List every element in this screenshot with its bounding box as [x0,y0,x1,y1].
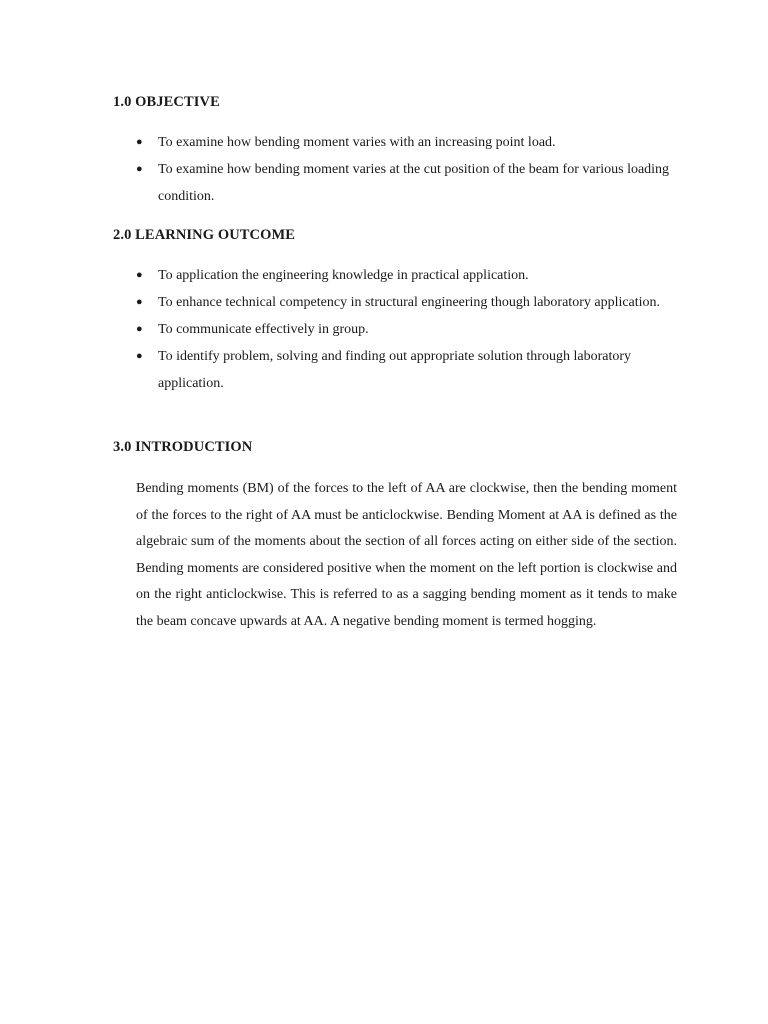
introduction-paragraph: Bending moments (BM) of the forces to the left of AA are clockwise, then the bending moment of the forces to the right of AA must be anticlockwise. Bending Moment at AA is defined as the algebraic sum of the moments about the section of all forces acting on either side of the section. Bending moments are considered positive when the moment on the left portion is clockwise and on the right anticlockwise. This is referred to as a sagging bending moment as it tends to make the beam concave upwards at AA. A negative bending moment is termed hogging. [136,481,677,629]
list-item [0,343,768,397]
learning-outcome-heading: 2.0 LEARNING OUTCOME [113,227,296,243]
introduction-heading: 3.0 INTRODUCTION [113,439,253,455]
bullet-icon: ● [136,350,143,362]
list-item [0,289,768,316]
bullet-icon: ● [136,296,143,308]
list-item [0,262,768,289]
objective-heading: 1.0 OBJECTIVE [113,94,220,110]
list-item-text: To enhance technical competency in structural engineering though laboratory application. [158,295,661,310]
objective-list [0,129,768,210]
list-item [0,316,768,343]
list-item-text: To application the engineering knowledge in practical application. [158,268,529,283]
list-item-text: To examine how bending moment varies at the cut position of the beam for various loading condition. [158,162,670,204]
list-item [0,156,768,210]
list-item [0,129,768,156]
learning-outcome-list [0,262,768,397]
list-item-text: To identify problem, solving and finding out appropriate solution through laboratory application. [158,349,631,391]
bullet-icon: ● [136,323,143,335]
bullet-icon: ● [136,136,143,148]
list-item-text: To communicate effectively in group. [158,322,369,337]
bullet-icon: ● [136,163,143,175]
list-item-text: To examine how bending moment varies with an increasing point load. [158,135,556,150]
bullet-icon: ● [136,269,143,281]
